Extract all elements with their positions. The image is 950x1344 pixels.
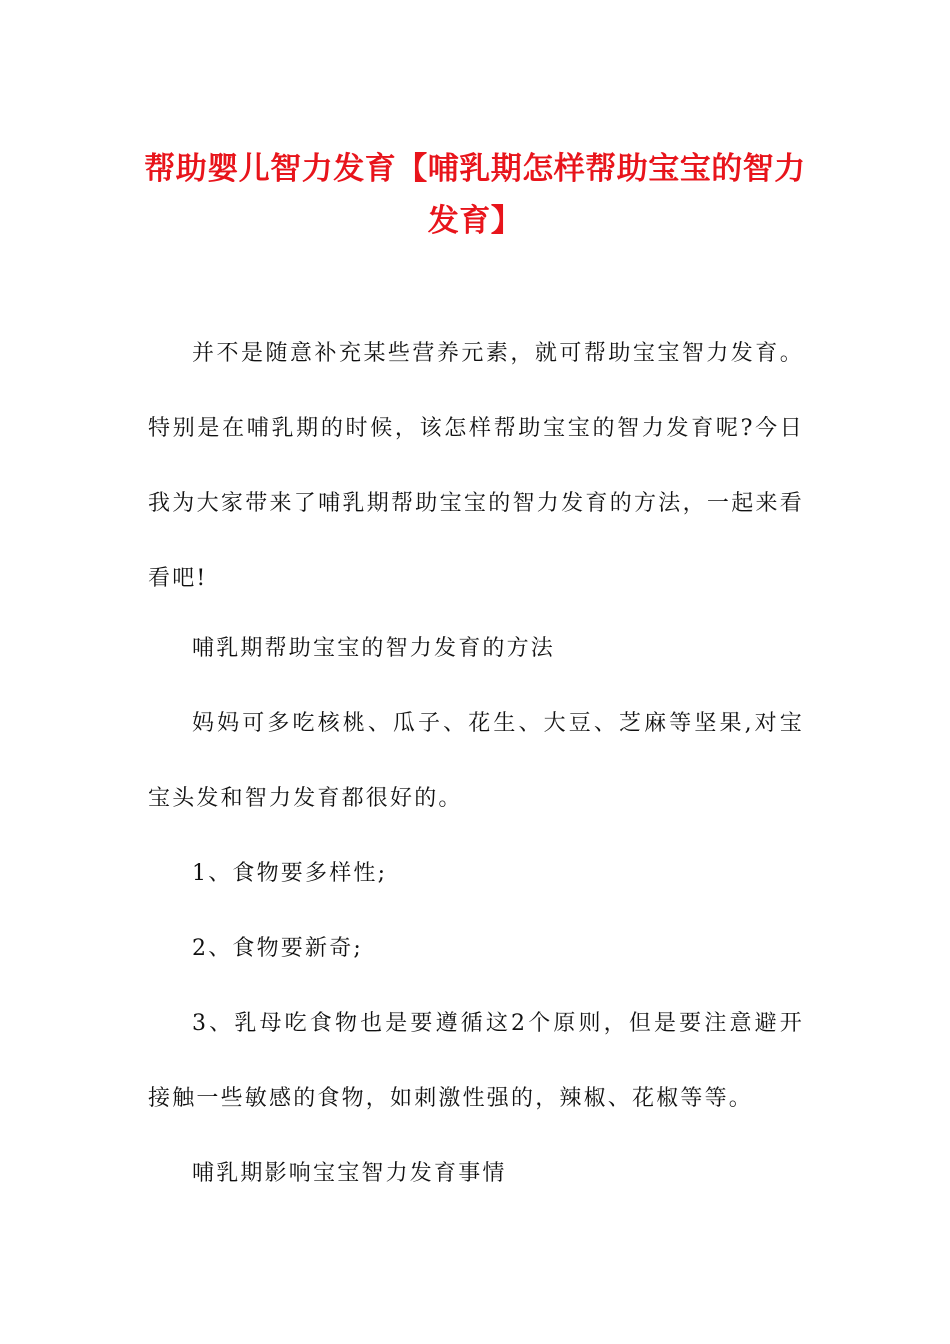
list-item-2: 2、食物要新奇; xyxy=(192,936,364,961)
nuts-paragraph: 妈妈可多吃核桃、瓜子、花生、大豆、芝麻等坚果,对宝宝头发和智力发育都很好的。 xyxy=(148,711,804,811)
list-item-1: 1、食物要多样性; xyxy=(192,861,388,886)
section-heading-effects: 哺乳期影响宝宝智力发育事情 xyxy=(192,1161,507,1186)
document-title: 帮助婴儿智力发育【哺乳期怎样帮助宝宝的智力发育】 xyxy=(144,151,806,239)
section-heading-methods: 哺乳期帮助宝宝的智力发育的方法 xyxy=(192,636,556,661)
intro-paragraph: 并不是随意补充某些营养元素，就可帮助宝宝智力发育。特别是在哺乳期的时候，该怎样帮助宝宝的智力发育呢?今日我为大家带来了哺乳期帮助宝宝的智力发育的方法，一起来看看吧! xyxy=(148,341,804,591)
list-item-3: 3、乳母吃食物也是要遵循这2个原则，但是要注意避开接触一些敏感的食物，如刺激性强的，辣椒、花椒等等。 xyxy=(148,1011,804,1111)
